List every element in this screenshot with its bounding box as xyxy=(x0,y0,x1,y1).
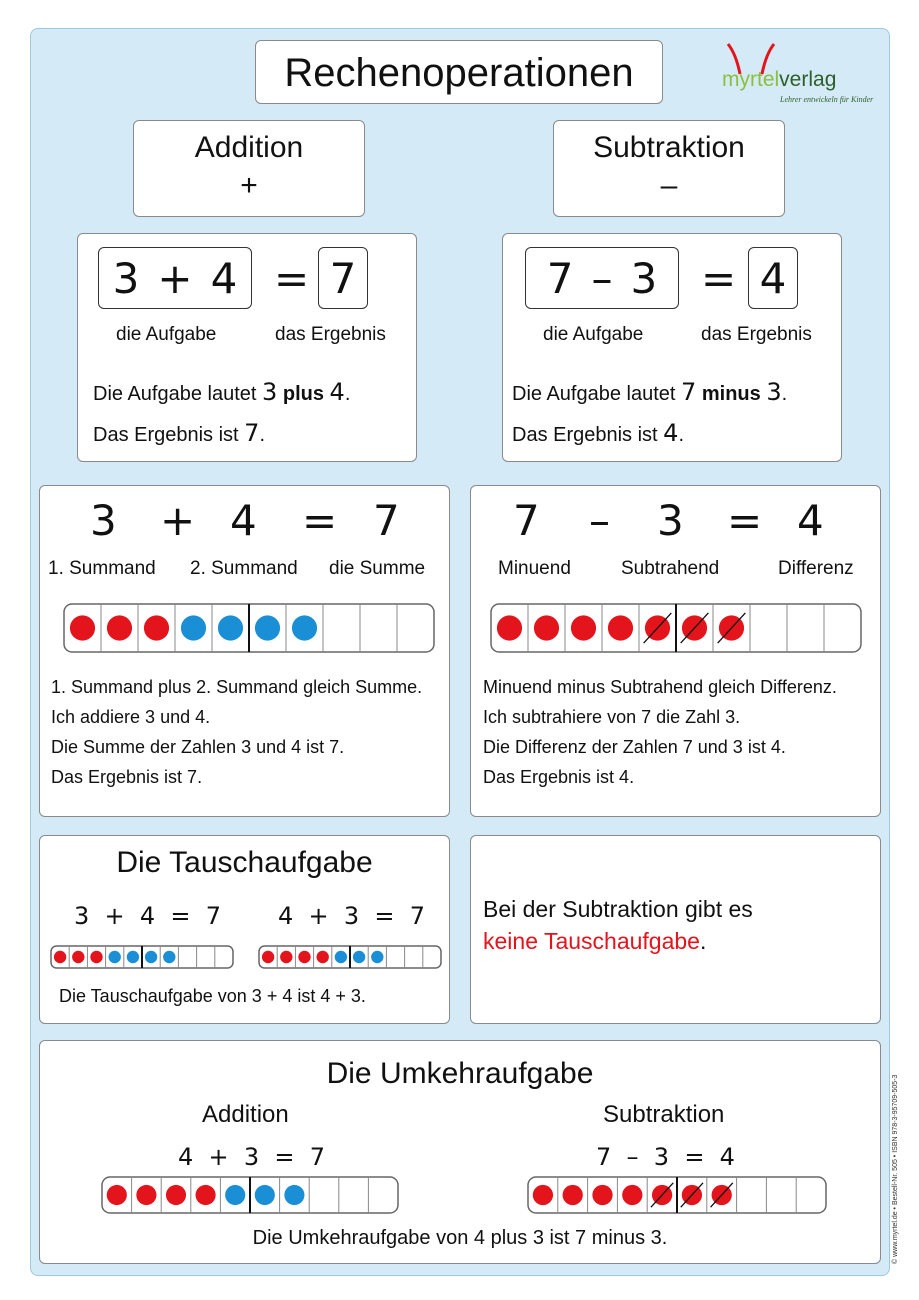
blue-counter xyxy=(225,1185,245,1205)
logo-tagline: Lehrer entwickeln für Kinder xyxy=(780,95,874,104)
subtraction-header-box xyxy=(553,120,785,217)
blue-counter xyxy=(181,615,206,640)
addition-task-a: 3 xyxy=(112,253,140,303)
label-summand-2: 2. Summand xyxy=(190,558,298,579)
umkehraufgabe-box xyxy=(39,1040,881,1264)
add-term-c: 7 xyxy=(373,496,400,545)
red-counter xyxy=(533,1185,553,1205)
red-counter xyxy=(534,615,559,640)
umkehr-eq-right: 7 – 3 = 4 xyxy=(596,1143,735,1171)
label-minuend: Minuend xyxy=(498,558,571,579)
subtraction-s1-b: 3 xyxy=(766,378,782,406)
add-term-op: + xyxy=(160,496,196,545)
sub-line-3: Die Differenz der Zahlen 7 und 3 ist 4. xyxy=(483,737,786,757)
addition-task-result: 7 xyxy=(329,253,357,303)
sub-term-eq: = xyxy=(727,496,763,545)
subtraction-label-result: das Ergebnis xyxy=(701,324,812,345)
tauschaufgabe-box xyxy=(39,835,450,1024)
red-counter xyxy=(90,951,102,963)
subtraction-s1-pre: Die Aufgabe lautet xyxy=(512,383,682,405)
tausch-eq-2: 4 + 3 = 7 xyxy=(278,902,426,930)
umkehr-left-title: Addition xyxy=(202,1101,289,1128)
umkehr-bead-rack-right xyxy=(526,1175,828,1215)
addition-header-box xyxy=(133,120,365,217)
blue-counter xyxy=(335,951,347,963)
tausch-bead-rack-1 xyxy=(49,944,235,970)
addition-task-frame xyxy=(98,247,252,309)
red-counter xyxy=(608,615,633,640)
red-counter xyxy=(136,1185,156,1205)
blue-counter xyxy=(284,1185,304,1205)
umkehr-bead-rack-left xyxy=(100,1175,400,1215)
page-title: Rechenoperationen xyxy=(284,51,634,95)
red-counter xyxy=(70,615,95,640)
publisher-logo xyxy=(722,38,872,108)
red-counter xyxy=(563,1185,583,1205)
red-counter xyxy=(317,951,329,963)
label-subtrahend: Subtrahend xyxy=(621,558,720,579)
subtraction-task-eq: = xyxy=(701,254,737,303)
addition-bead-rack xyxy=(62,602,436,654)
red-counter xyxy=(592,1185,612,1205)
subtraction-task-op: – xyxy=(591,253,613,303)
red-counter xyxy=(571,615,596,640)
subtraction-s1-a: 7 xyxy=(681,378,697,406)
subtraction-sentence-2 xyxy=(512,419,684,447)
addition-s1-a: 3 xyxy=(262,378,278,406)
subtraction-task-result: 4 xyxy=(759,253,787,303)
addition-s2-end: . xyxy=(259,424,266,446)
blue-counter xyxy=(353,951,365,963)
addition-s2-pre: Das Ergebnis ist xyxy=(93,424,245,446)
subtraction-task-b: 3 xyxy=(630,253,658,303)
addition-s1-b: 4 xyxy=(329,378,345,406)
addition-label-result: das Ergebnis xyxy=(275,324,386,345)
red-counter xyxy=(54,951,66,963)
subtraction-bead-rack xyxy=(489,602,863,654)
addition-s1-op: plus xyxy=(282,383,324,405)
add-term-b: 4 xyxy=(230,496,257,545)
no-tausch-line-2 xyxy=(483,928,706,955)
blue-counter xyxy=(371,951,383,963)
red-counter xyxy=(72,951,84,963)
subtraction-result-frame xyxy=(748,247,798,309)
addition-task-op: + xyxy=(157,253,193,303)
red-counter xyxy=(107,615,132,640)
logo-myrtel: myrtel xyxy=(722,68,780,91)
addition-terms-box xyxy=(39,485,450,817)
subtraction-s1-end: . xyxy=(781,383,788,405)
subtraction-sentence-1 xyxy=(512,378,787,406)
addition-sentence-1 xyxy=(93,378,350,406)
blue-counter xyxy=(145,951,157,963)
addition-s2-val: 7 xyxy=(244,419,260,447)
blue-counter xyxy=(218,615,243,640)
subtraction-terms-box xyxy=(470,485,881,817)
red-counter xyxy=(497,615,522,640)
add-line-4: Das Ergebnis ist 7. xyxy=(51,767,203,787)
label-summand-1: 1. Summand xyxy=(48,558,156,579)
red-counter xyxy=(262,951,274,963)
subtraction-label-task: die Aufgabe xyxy=(543,324,644,345)
add-line-2: Ich addiere 3 und 4. xyxy=(51,707,211,727)
subtraction-s1-op: minus xyxy=(701,383,761,405)
sub-term-b: 3 xyxy=(657,496,684,545)
subtraction-s2-end: . xyxy=(678,424,685,446)
umkehr-right-title: Subtraktion xyxy=(603,1101,725,1128)
red-counter xyxy=(107,1185,127,1205)
add-term-eq: = xyxy=(302,496,338,545)
subtraction-task-box xyxy=(502,233,842,462)
add-term-a: 3 xyxy=(90,496,117,545)
no-tausch-end: . xyxy=(699,928,707,954)
blue-counter xyxy=(109,951,121,963)
sub-line-2: Ich subtrahiere von 7 die Zahl 3. xyxy=(483,707,741,727)
no-tausch-highlight: keine Tauschaufgabe xyxy=(483,928,700,954)
title-box xyxy=(255,40,663,104)
tausch-bead-rack-2 xyxy=(257,944,443,970)
sub-term-a: 7 xyxy=(513,496,540,545)
tauschaufgabe-title: Die Tauschaufgabe xyxy=(116,846,373,879)
tausch-eq-1: 3 + 4 = 7 xyxy=(74,902,222,930)
copyright-note: © www.myrtel.de • Bestell-Nr. 505 • ISBN 978-3-95709-505-3 xyxy=(892,1074,899,1264)
red-counter xyxy=(280,951,292,963)
sub-line-1: Minuend minus Subtrahend gleich Differenz. xyxy=(483,677,837,697)
blue-counter xyxy=(255,615,280,640)
subtraction-s2-pre: Das Ergebnis ist xyxy=(512,424,664,446)
umkehr-eq-left: 4 + 3 = 7 xyxy=(178,1143,326,1171)
sub-term-c: 4 xyxy=(797,496,824,545)
addition-sentence-2 xyxy=(93,419,265,447)
sub-term-op: – xyxy=(589,496,610,545)
addition-result-frame xyxy=(318,247,368,309)
blue-counter xyxy=(292,615,317,640)
subtraction-s2-val: 4 xyxy=(663,419,679,447)
red-counter xyxy=(196,1185,216,1205)
red-counter xyxy=(166,1185,186,1205)
addition-header: Addition xyxy=(194,131,304,164)
subtraction-task-a: 7 xyxy=(546,253,574,303)
blue-counter xyxy=(127,951,139,963)
minus-sign: – xyxy=(660,169,678,202)
addition-s1-end: . xyxy=(344,383,351,405)
umkehr-sentence: Die Umkehraufgabe von 4 plus 3 ist 7 minus 3. xyxy=(252,1227,668,1249)
addition-task-box xyxy=(77,233,417,462)
sub-line-4: Das Ergebnis ist 4. xyxy=(483,767,635,787)
add-line-1: 1. Summand plus 2. Summand gleich Summe. xyxy=(51,677,423,697)
addition-task-b: 4 xyxy=(210,253,238,303)
addition-label-task: die Aufgabe xyxy=(116,324,217,345)
subtraction-task-frame xyxy=(525,247,679,309)
label-differenz: Differenz xyxy=(778,558,854,579)
umkehraufgabe-title: Die Umkehraufgabe xyxy=(326,1057,594,1090)
blue-counter xyxy=(255,1185,275,1205)
no-tausch-line-1: Bei der Subtraktion gibt es xyxy=(483,896,753,922)
no-tausch-box xyxy=(470,835,881,1024)
tausch-sentence: Die Tauschaufgabe von 3 + 4 ist 4 + 3. xyxy=(59,986,366,1006)
plus-sign: + xyxy=(240,169,258,202)
red-counter xyxy=(622,1185,642,1205)
label-summe: die Summe xyxy=(329,558,426,579)
red-counter xyxy=(298,951,310,963)
addition-task-eq: = xyxy=(274,254,310,303)
red-counter xyxy=(144,615,169,640)
addition-s1-pre: Die Aufgabe lautet xyxy=(93,383,263,405)
blue-counter xyxy=(163,951,175,963)
add-line-3: Die Summe der Zahlen 3 und 4 ist 7. xyxy=(51,737,345,757)
subtraction-header: Subtraktion xyxy=(593,131,745,164)
logo-verlag: verlag xyxy=(779,68,837,91)
